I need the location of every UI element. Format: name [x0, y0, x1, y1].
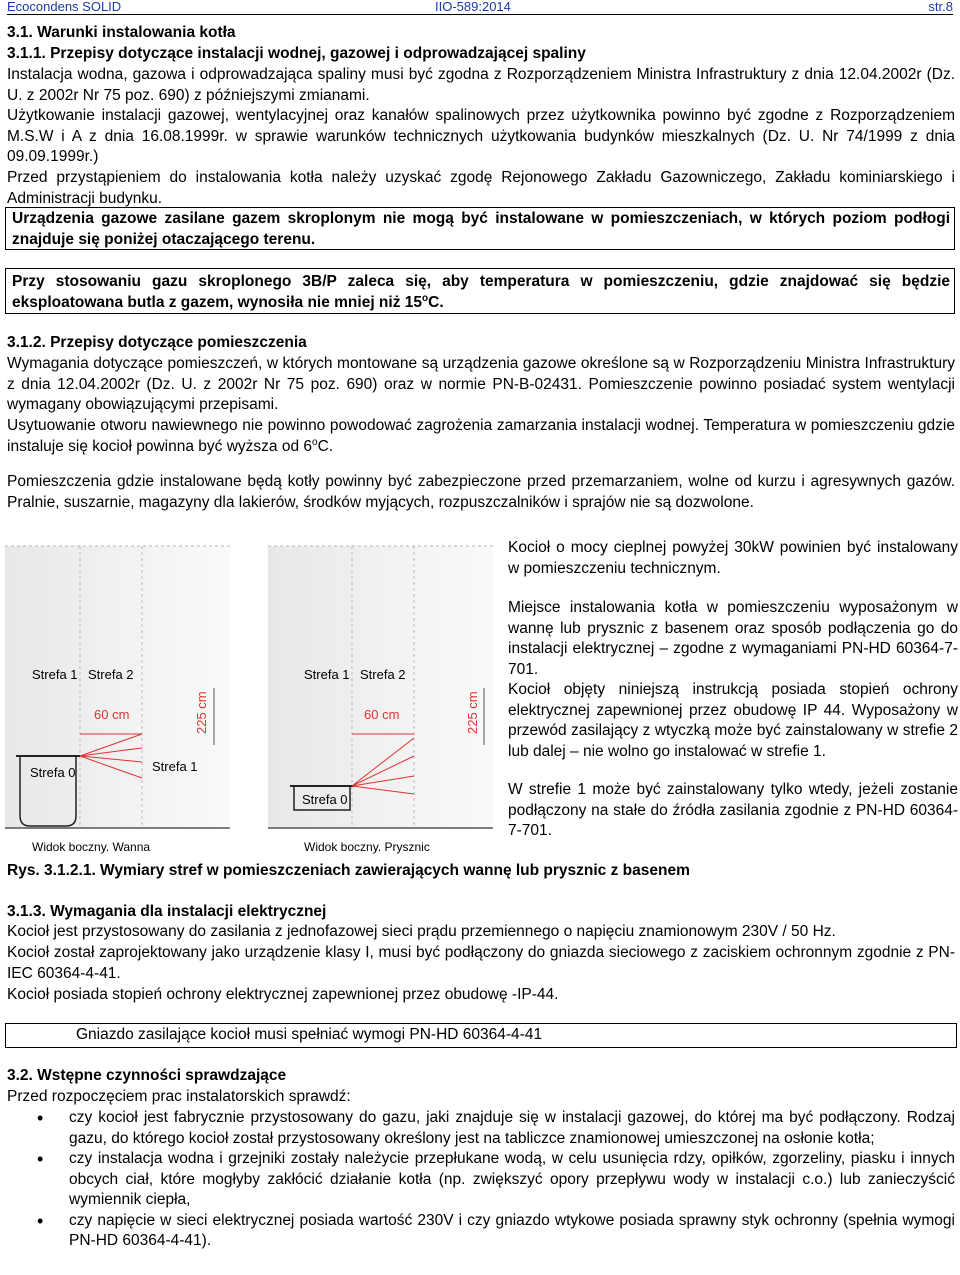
checklist: [7, 1108, 955, 1252]
shower-distance-label: 60 cm: [364, 707, 400, 722]
paragraph: Wymagania dotyczące pomieszczeń, w których montowane są urządzenia gazowe określone są w Rozporządzeniu Ministra Infrastruktury z dnia 12.04.2002r (Dz. U. z 2002r Nr 75 poz. 690) oraz w normie PN-B-02431. Pomieszczenie powinno posiadać system wentylacji wymagany obowiązującymi przepisami.: [7, 355, 955, 413]
section-3-1-title: 3.1. Warunki instalowania kotła: [7, 24, 236, 41]
shower-zone2-label: Strefa 2: [360, 667, 406, 682]
bathroom-zones-diagram: [0, 538, 500, 858]
figure-caption: Rys. 3.1.2.1. Wymiary stref w pomieszczeniach zawierających wannę lub prysznic z basenem: [7, 862, 690, 879]
socket-requirement-text: Gniazdo zasilające kocioł musi spełniać wymogi PN-HD 60364-4-41: [76, 1026, 543, 1043]
paragraph: Kocioł posiada stopień ochrony elektrycznej zapewnionej przez obudowę -IP-44.: [7, 986, 559, 1003]
bath-zone2-label: Strefa 2: [88, 667, 134, 682]
paragraph: Kocioł jest przystosowany do zasilania z jednofazowej sieci prądu przemiennego o napięciu znamionowym 230V / 50 Hz.: [7, 923, 836, 940]
shower-zone0-label: Strefa 0: [302, 792, 348, 807]
list-item: • czy kocioł jest fabrycznie przystosowany do gazu, jaki znajduje się w instalacji gazowej, do której ma być podłączony. Rodzaj gazu, do którego kocioł został przystosowany określony jest na tabliczce znamionowej umieszczonej na osłonie kotła;: [7, 1108, 955, 1149]
bath-view-caption: Widok boczny. Wanna: [32, 840, 151, 854]
list-item: • czy instalacja wodna i grzejniki zostały należycie przepłukane wodą, w celu usunięcia rdzy, opiłków, zgorzeliny, piasku i innych obcych ciał, które mogłyby zakłócić działanie kotła (np. zwiększyć opory przepływu wody w instalacji c.o.) lub zanieczyścić wymiennik ciepła,: [7, 1149, 955, 1211]
paragraph: Usytuowanie otworu nawiewnego nie powinno powodować zagrożenia zamarzania instalacji wodnej. Temperatura w pomieszczeniu gdzie instaluje się kocioł powinna być wyższa od 6$^o$C.: [7, 417, 955, 455]
header-page-number: str.8: [928, 0, 953, 14]
bath-view-background: [5, 546, 230, 828]
warning-underground-text: Urządzenia gazowe zasilane gazem skroplonym nie mogą być instalowane w pomieszczeniach, w których poziom podłogi znajduje się poniżej otaczającego terenu.: [12, 210, 950, 248]
bath-zone1-label: Strefa 1: [32, 667, 78, 682]
section-3-2-title: 3.2. Wstępne czynności sprawdzające: [7, 1067, 287, 1084]
bath-zone0-label: Strefa 0: [30, 765, 76, 780]
paragraph: Pomieszczenia gdzie instalowane będą kotły powinny być zabezpieczone przed przemarzaniem, wolne od kurzu i agresywnych gazów. Pralnie, suszarnie, magazyny dla lakierów, środków myjących, rozpuszczalników i sprajów nie są dozwolone.: [7, 473, 955, 511]
paragraph: Przed przystąpieniem do instalowania kotła należy uzyskać zgodę Rejonowego Zakładu Gazowniczego, Zakładu kominiarskiego i Administracji budynku.: [7, 169, 955, 207]
zone1-note: W strefie 1 może być zainstalowany tylko wtedy, jeżeli zostanie podłączony na stałe do źródła zasilania zgodnie z PN-HD 60364-7-701.: [508, 781, 958, 839]
warning-lpg-text: Przy stosowaniu gazu skroplonego 3B/P zaleca się, aby temperatura w pomieszczeniu, gdzie znajdować się będzie eksploatowana butla z gazem, wynosiła nie mniej niż 15$^o$C.: [12, 273, 950, 311]
header-product: Ecocondens SOLID: [7, 0, 122, 14]
shower-height-label: 225 cm: [465, 691, 480, 734]
section-3-1-1-title: 3.1.1. Przepisy dotyczące instalacji wodnej, gazowej i odprowadzającej spaliny: [7, 45, 586, 62]
header-doc-id: IIO-589:2014: [435, 0, 511, 14]
bath-zone1-pointer-label: Strefa 1: [152, 759, 198, 774]
shower-zone1-label: Strefa 1: [304, 667, 350, 682]
paragraph: Kocioł został zaprojektowany jako urządzenie klasy I, musi być podłączony do gniazda sieciowego z zaciskiem ochronnym zgodnie z PN-IEC 60364-4-41.: [7, 944, 955, 982]
shower-view-caption: Widok boczny. Prysznic: [304, 840, 430, 854]
ip44-note: Kocioł objęty niniejszą instrukcją posiada stopień ochrony elektrycznej zapewnionej przez obudowę IP 44. Wyposażony w przewód zasilający z wtyczką może być zainstalowany w strefie 2 lub dalej – nie wolno go instalować w strefie 1.: [508, 681, 958, 760]
bath-height-label: 225 cm: [194, 691, 209, 734]
bath-distance-label: 60 cm: [94, 707, 130, 722]
checklist-intro: Przed rozpoczęciem prac instalatorskich sprawdź:: [7, 1088, 351, 1105]
paragraph: Instalacja wodna, gazowa i odprowadzająca spaliny musi być zgodna z Rozporządzeniem Ministra Infrastruktury z dnia 12.04.2002r (Dz. U. z 2002r Nr 75 poz. 690) z późniejszymi zmianami.: [7, 66, 955, 104]
bathroom-location-note: Miejsce instalowania kotła w pomieszczeniu wyposażonym w wannę lub prysznic z basenem oraz sposób podłączenia go do instalacji elektrycznej – zgodne z wymaganiami PN-HD 60364-7-701.: [508, 599, 958, 678]
section-3-1-2-title: 3.1.2. Przepisy dotyczące pomieszczenia: [7, 334, 307, 351]
page-header: [7, 0, 953, 15]
section-3-1-3-title: 3.1.3. Wymagania dla instalacji elektrycznej: [7, 903, 327, 920]
paragraph: Użytkowanie instalacji gazowej, wentylacyjnej oraz kanałów spalinowych przez użytkownika powinno być zgodne z Rozporządzeniem M.S.W i A z dnia 16.08.1999r. w sprawie warunków technicznych użytkowania budynków mieszkalnych (Dz. U. Nr 74/1999 z dnia 09.09.1999r.): [7, 107, 955, 165]
boiler-power-note: Kocioł o mocy cieplnej powyżej 30kW powinien być instalowany w pomieszczeniu technicznym.: [508, 539, 958, 577]
list-item: • czy napięcie w sieci elektrycznej posiada wartość 230V i czy gniazdo wtykowe posiada sprawny styk ochronny (spełnia wymogi PN-HD 60364-4-41).: [7, 1211, 955, 1252]
